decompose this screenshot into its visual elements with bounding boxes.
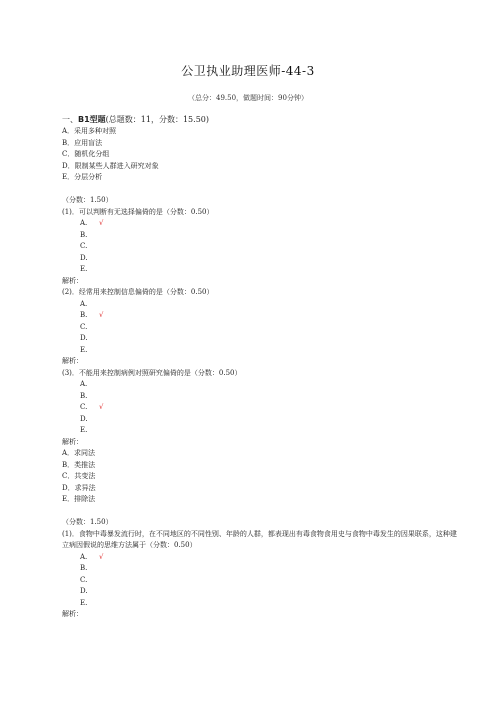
section-type: B1型题 [78, 115, 106, 124]
question-stem: (3)．不能用来控制病例对照研究偏倚的是（分数：0.50） [62, 368, 242, 377]
option-a: A．求同法 [62, 449, 96, 457]
answer-option: E. [80, 345, 88, 354]
answer-option: B. [80, 230, 88, 239]
option-b: B．类推法 [62, 460, 96, 469]
answer-option: C. [80, 322, 88, 331]
option-a: A．采用多种对照 [62, 127, 117, 135]
group-score: （分数：1.50） [62, 196, 113, 204]
question-stem: (1)．可以判断有无选择偏倚的是（分数：0.50） [62, 207, 214, 216]
option-e: E．分层分析 [62, 173, 103, 181]
question-stem: (1)．食物中毒暴发流行时，在不同地区的不同性别、年龄的人群，都表现出有毒食物食用史与食物中毒发生的因果联系，这种建立病因假说的思维方法属于（分数：0.50） [62, 529, 457, 549]
answer-option: C. √ [62, 402, 462, 414]
answer-option: C. [80, 242, 88, 250]
document-subtitle: （总分：49.50，做题时间：90分钟） [188, 94, 308, 102]
answer-option: E. [80, 598, 88, 607]
answer-option: A. √ [62, 552, 462, 564]
option-d: D．求异法 [62, 483, 96, 492]
analysis-label: 解析： [62, 437, 83, 446]
option-e: E．排除法 [62, 495, 96, 503]
section-info: (总题数：11，分数：15.50) [105, 115, 209, 124]
option-d: D．限制某些人群进入研究对象 [62, 161, 159, 170]
answer-option: A. √ [62, 218, 462, 230]
option-b: B．应用盲法 [62, 138, 103, 147]
answer-option: D. [80, 334, 88, 342]
document-body [62, 113, 462, 621]
answer-option: C. [80, 575, 88, 584]
section-prefix: 一、 [62, 115, 78, 124]
check-mark-icon: √ [99, 311, 104, 319]
answer-option: B. [80, 564, 88, 572]
answer-option: A. [80, 299, 88, 308]
answer-option: D. [80, 414, 88, 423]
answer-option: B. [80, 391, 88, 400]
question-stem: (2)．经常用来控制信息偏倚的是（分数：0.50） [62, 288, 214, 296]
analysis-label: 解析： [62, 357, 83, 365]
option-c: C．随机化分组 [62, 150, 110, 158]
section-header [62, 113, 462, 126]
option-c: C．共变法 [62, 472, 96, 480]
check-mark-icon: √ [99, 552, 104, 561]
analysis-label: 解析： [62, 610, 83, 618]
answer-option: E. [80, 265, 88, 273]
answer-option: D. [80, 587, 88, 595]
answer-option: D. [80, 253, 88, 262]
analysis-label: 解析： [62, 276, 83, 285]
check-mark-icon: √ [99, 403, 104, 411]
document-title: 公卫执业助理医师-44-3 [181, 64, 315, 78]
answer-option: B. √ [62, 310, 462, 322]
check-mark-icon: √ [99, 219, 104, 227]
answer-option: A. [80, 380, 88, 388]
answer-option: E. [80, 426, 88, 434]
group-score: （分数：1.50） [62, 518, 113, 526]
